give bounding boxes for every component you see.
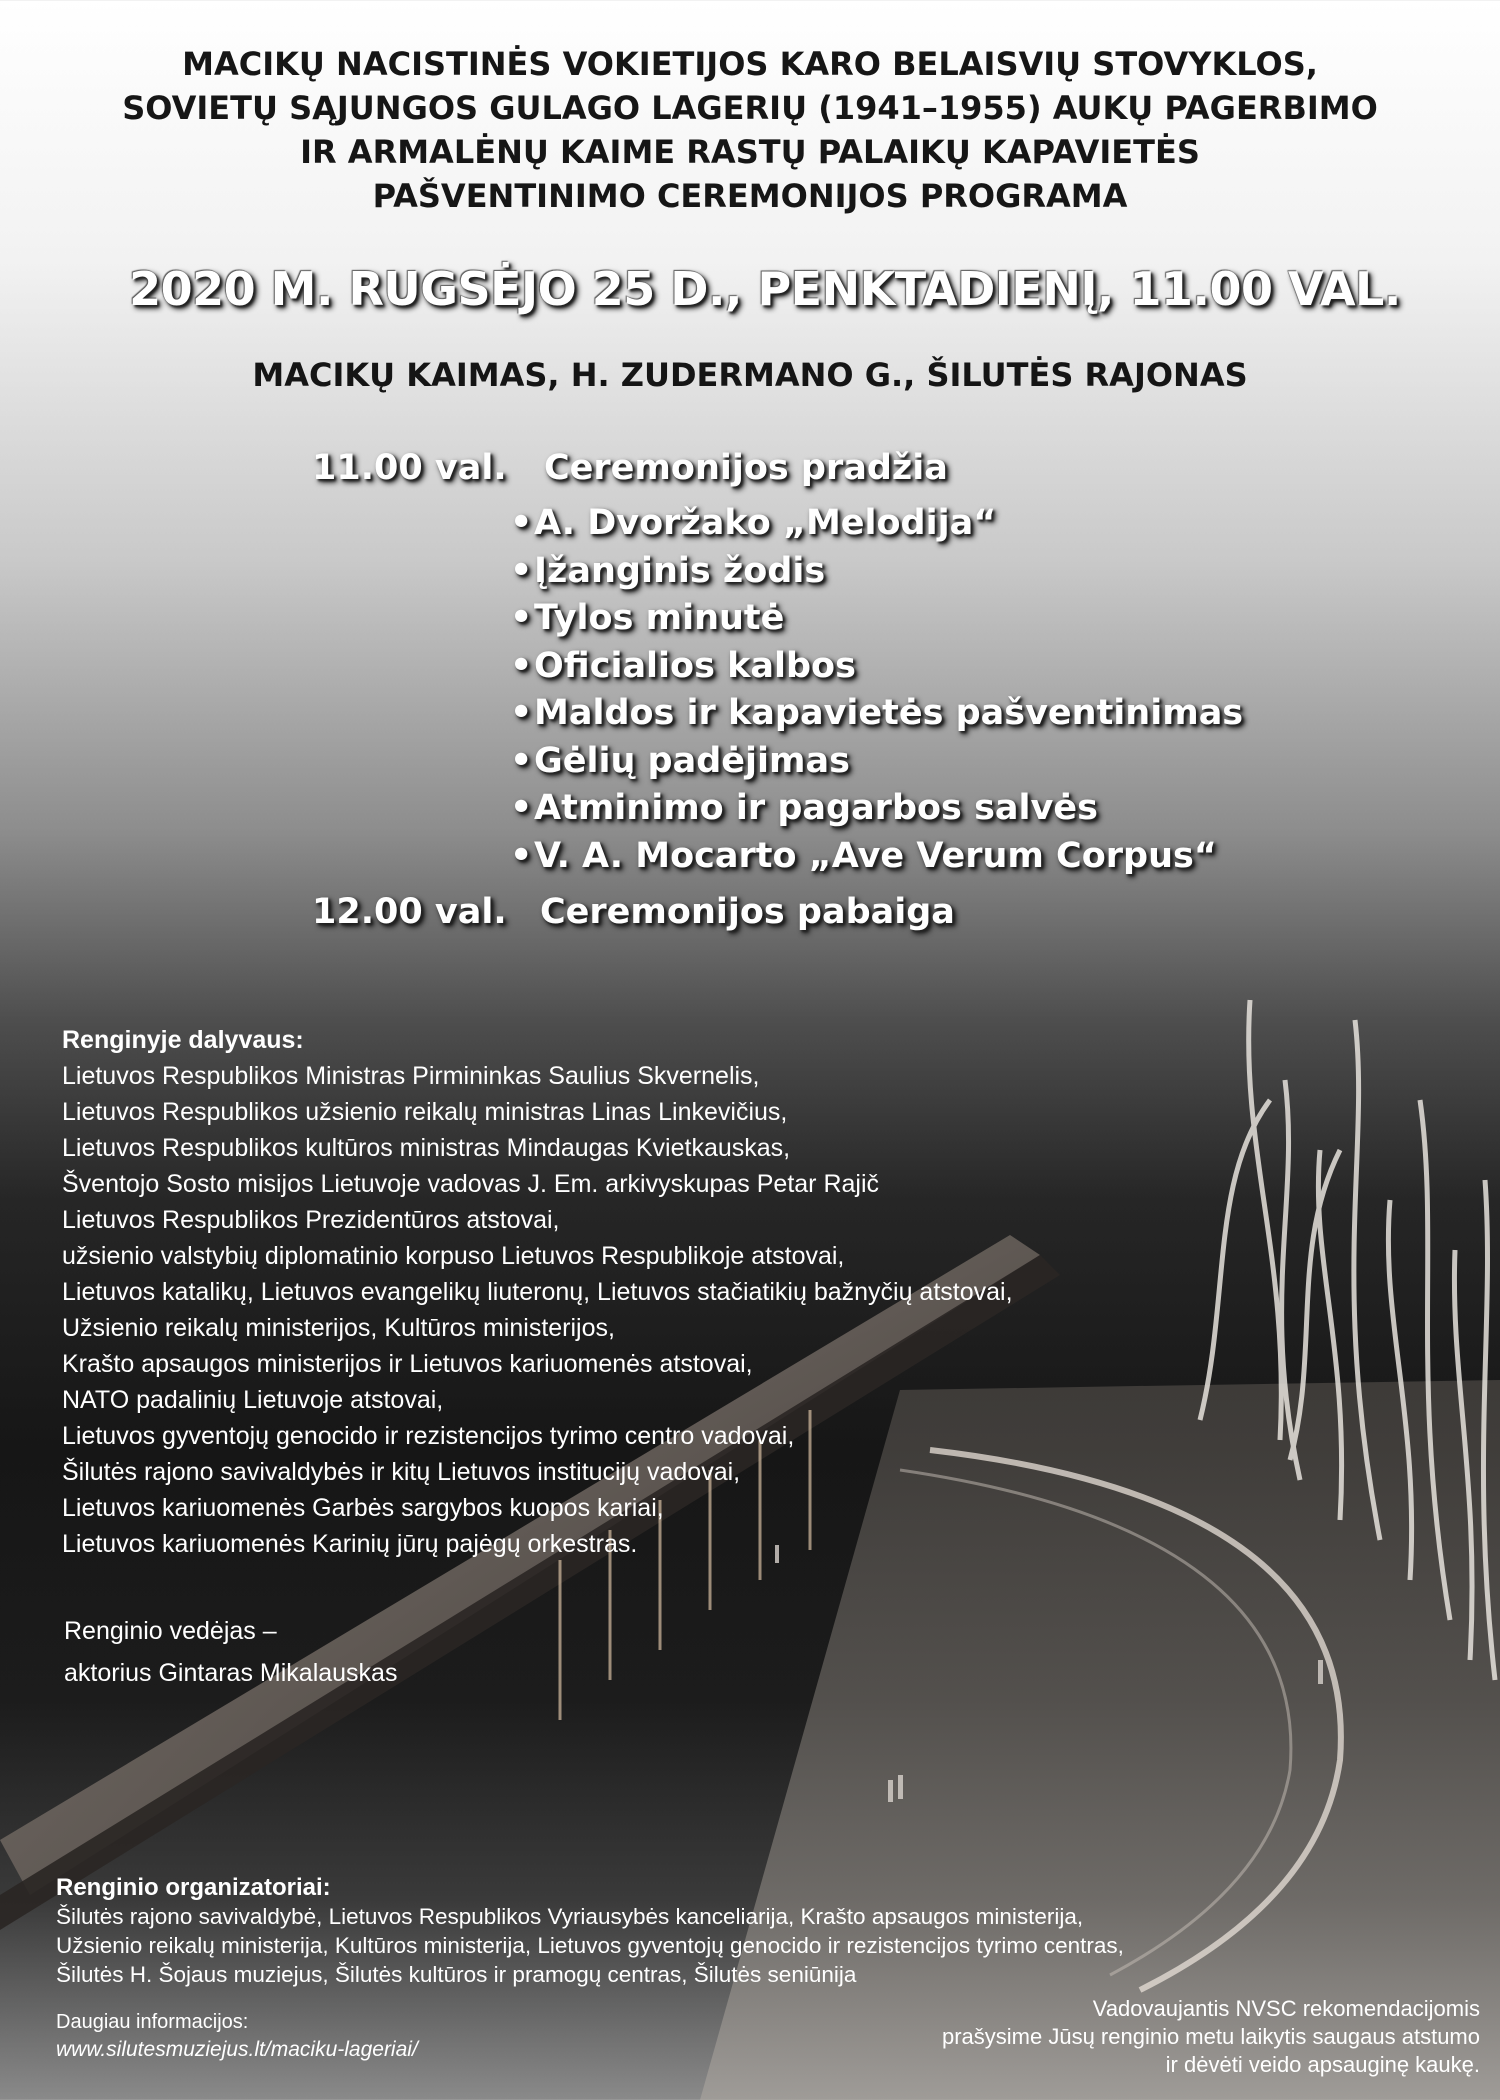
- participant-line: Lietuvos katalikų, Lietuvos evangelikų liuteronų, Lietuvos stačiatikių bažnyčių atstovai,: [62, 1278, 1013, 1306]
- host-label: Renginio vedėjas –: [64, 1617, 277, 1645]
- notice-line: prašysime Jūsų renginio metu laikytis saugaus atstumo: [941, 2024, 1480, 2049]
- bullet: •: [510, 788, 533, 828]
- organizers-heading: Renginio organizatoriai:: [56, 1874, 331, 1901]
- start-time: 11.00 val.: [312, 448, 507, 488]
- bullet: •: [510, 645, 533, 686]
- program-item: •Maldos ir kapavietės pašventinimas: [510, 690, 1243, 738]
- more-info-link[interactable]: www.silutesmuziejus.lt/maciku-lageriai/: [56, 2038, 418, 2061]
- bullet: •: [510, 740, 533, 781]
- bullet: •: [510, 693, 533, 733]
- title-line: IR ARMALĖNŲ KAIME RASTŲ PALAIKŲ KAPAVIETĖS: [300, 133, 1200, 171]
- participant-line: užsienio valstybių diplomatinio korpuso Lietuvos Respublikoje atstovai,: [62, 1242, 845, 1270]
- participants-heading: Renginyje dalyvaus:: [62, 1026, 304, 1054]
- organizer-line: Užsienio reikalų ministerija, Kultūros ministerija, Lietuvos gyventojų genocido ir rezistencijos tyrimo centras,: [56, 1933, 1124, 1958]
- organizer-line: Šilutės rajono savivaldybė, Lietuvos Respublikos Vyriausybės kanceliarija, Krašto apsaugos ministerija,: [56, 1904, 1084, 1929]
- host-section: [64, 1610, 397, 1694]
- program-item: •Tylos minutė: [510, 595, 1243, 643]
- health-notice: [942, 1995, 1480, 2079]
- event-location: MACIKŲ KAIMAS, H. ZUDERMANO G., ŠILUTĖS RAJONAS: [252, 356, 1248, 394]
- participant-line: NATO padalinių Lietuvoje atstovai,: [62, 1386, 444, 1414]
- participant-line: Lietuvos gyventojų genocido ir rezistencijos tyrimo centro vadovai,: [62, 1422, 795, 1450]
- bullet: •: [510, 598, 533, 638]
- more-info-label: Daugiau informacijos:: [56, 2011, 249, 2033]
- participant-line: Krašto apsaugos ministerijos ir Lietuvos kariuomenės atstovai,: [62, 1350, 753, 1378]
- participants-section: [62, 1022, 1013, 1562]
- organizers-section: [56, 1873, 1124, 1989]
- participant-line: Lietuvos Respublikos Prezidentūros atstovai,: [62, 1206, 560, 1234]
- program-item: •V. A. Mocarto „Ave Verum Corpus“: [510, 833, 1243, 881]
- participant-line: Lietuvos kariuomenės Garbės sargybos kuopos kariai,: [62, 1494, 664, 1522]
- participant-line: Lietuvos Respublikos užsienio reikalų ministras Linas Linkevičius,: [62, 1098, 788, 1126]
- title-line: PAŠVENTINIMO CEREMONIJOS PROGRAMA: [372, 177, 1128, 215]
- participant-line: Šventojo Sosto misijos Lietuvoje vadovas J. Em. arkivyskupas Petar Rajič: [62, 1170, 880, 1198]
- participant-line: Lietuvos Respublikos kultūros ministras Mindaugas Kvietkauskas,: [62, 1134, 791, 1162]
- end-time: 12.00 val.: [312, 892, 507, 932]
- start-label: Ceremonijos pradžia: [544, 448, 948, 488]
- program-item: •Gėlių padėjimas: [510, 738, 1243, 786]
- notice-line: ir dėvėti veido apsauginę kaukę.: [1165, 2052, 1480, 2077]
- participant-line: Lietuvos kariuomenės Karinių jūrų pajėgų orkestras.: [62, 1530, 638, 1558]
- bullet: •: [510, 835, 533, 876]
- organizer-line: Šilutės H. Šojaus muziejus, Šilutės kultūros ir pramogų centras, Šilutės seniūnija: [56, 1962, 857, 1987]
- bullet: •: [510, 503, 533, 543]
- participant-line: Užsienio reikalų ministerijos, Kultūros ministerijos,: [62, 1314, 615, 1342]
- program-list: [510, 500, 1243, 880]
- participant-line: Šilutės rajono savivaldybės ir kitų Lietuvos institucijų vadovai,: [62, 1458, 741, 1486]
- program-item: •Oficialios kalbos: [510, 643, 1243, 691]
- title-line: SOVIETŲ SĄJUNGOS GULAGO LAGERIŲ (1941–1955) AUKŲ PAGERBIMO: [122, 89, 1378, 127]
- title-line: MACIKŲ NACISTINĖS VOKIETIJOS KARO BELAISVIŲ STOVYKLOS,: [182, 45, 1318, 83]
- notice-line: Vadovaujantis NVSC rekomendacijomis: [1092, 1996, 1480, 2021]
- event-date: 2020 M. RUGSĖJO 25 D., PENKTADIENĮ, 11.00 VAL.: [129, 262, 1401, 316]
- program-item: •Įžanginis žodis: [510, 548, 1243, 596]
- program-item: •Atminimo ir pagarbos salvės: [510, 785, 1243, 833]
- bullet: •: [510, 550, 533, 591]
- participant-line: Lietuvos Respublikos Ministras Pirmininkas Saulius Skvernelis,: [62, 1062, 760, 1090]
- ceremony-title: [0, 42, 1500, 218]
- program-item: •A. Dvoržako „Melodija“: [510, 500, 1243, 548]
- more-info-section: [56, 2008, 418, 2064]
- host-name: aktorius Gintaras Mikalauskas: [64, 1659, 398, 1687]
- end-label: Ceremonijos pabaiga: [540, 892, 955, 932]
